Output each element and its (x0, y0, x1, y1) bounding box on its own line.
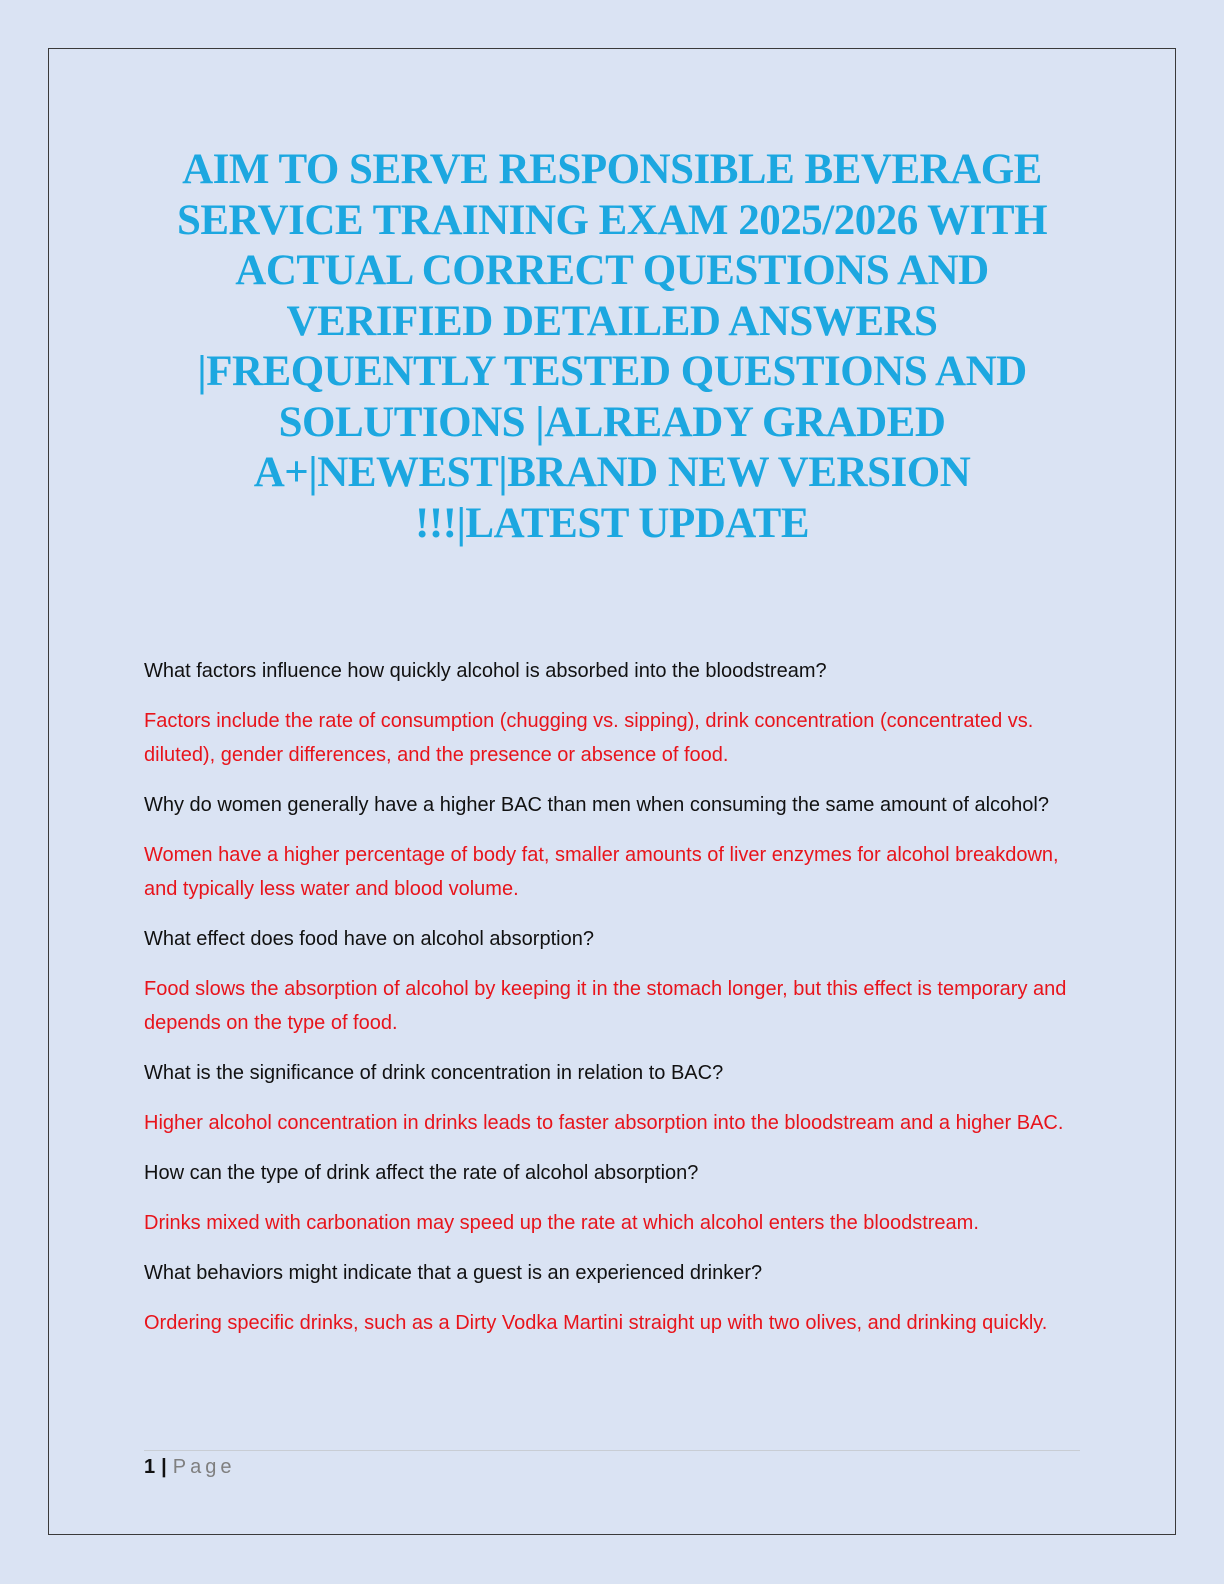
answer-4: Higher alcohol concentration in drinks leads to faster absorption into the bloodstream and a higher BAC. (144, 1112, 1064, 1134)
answer-1: Factors include the rate of consumption (chugging vs. sipping), drink concentration (concentrated vs. diluted), gender differences, and the presence or absence of food. (144, 710, 1034, 766)
answer-3: Food slows the absorption of alcohol by keeping it in the stomach longer, but this effect is temporary and depends on the type of food. (144, 978, 1067, 1034)
footer-divider (144, 1450, 1080, 1451)
question-1: What factors influence how quickly alcohol is absorbed into the bloodstream? (144, 660, 827, 682)
page-label: Page (172, 1456, 236, 1478)
page-number: 1 (144, 1456, 156, 1478)
question-4: What is the significance of drink concentration in relation to BAC? (144, 1062, 724, 1084)
question-3: What effect does food have on alcohol absorption? (144, 928, 594, 950)
question-2: Why do women generally have a higher BAC than men when consuming the same amount of alcohol? (144, 794, 1049, 816)
answer-5: Drinks mixed with carbonation may speed up the rate at which alcohol enters the bloodstream. (144, 1212, 979, 1234)
document-title: AIM TO SERVE RESPONSIBLE BEVERAGE SERVICE TRAINING EXAM 2025/2026 WITH ACTUAL CORRECT QUESTIONS AND VERIFIED DETAILED ANSWERS |FREQUENTLY TESTED QUESTIONS AND SOLUTIONS |ALREADY GRADED A+|NEWEST|BRAND NEW VERSION !!!|LATEST UPDATE (176, 146, 1048, 547)
answer-6: Ordering specific drinks, such as a Dirty Vodka Martini straight up with two olives, and drinking quickly. (144, 1312, 1048, 1334)
page-separator: | (161, 1456, 167, 1478)
page-footer (144, 1453, 235, 1481)
answer-2: Women have a higher percentage of body fat, smaller amounts of liver enzymes for alcohol breakdown, and typically less water and blood volume. (144, 844, 1059, 900)
qa-list (144, 654, 1084, 1356)
question-5: How can the type of drink affect the rate of alcohol absorption? (144, 1162, 699, 1184)
question-6: What behaviors might indicate that a guest is an experienced drinker? (144, 1262, 763, 1284)
